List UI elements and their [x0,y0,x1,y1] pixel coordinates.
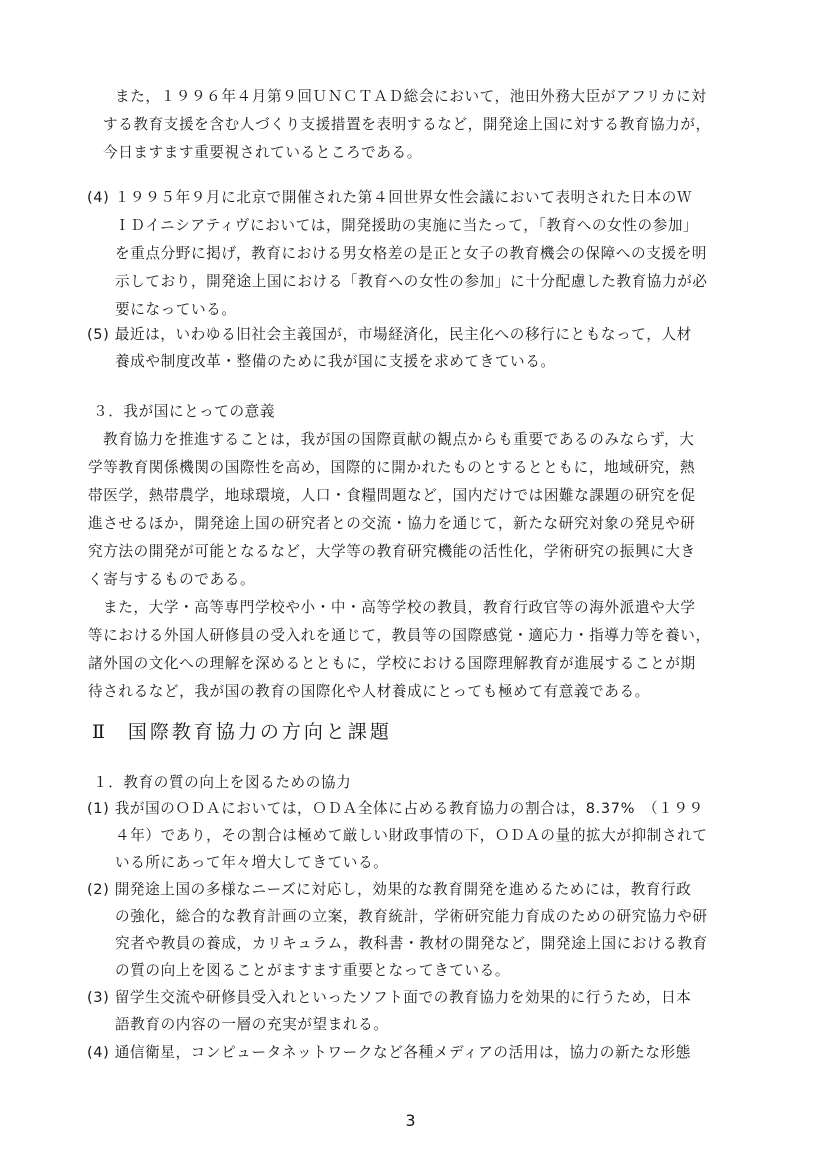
section3-line-4: 進させるほか，開発途上国の研究者との交流・協力を通じて，新たな研究対象の発見や研 [88,515,696,532]
item4-line-3: を重点分野に掲げ，教育における男女格差の是正と女子の教育機会の保障への支援を明 [115,245,707,262]
item4-line-2: ＩＤイニシアティヴにおいては，開発援助の実施に当たって，「教育への女性の参加」 [115,217,699,234]
item4-line-4: 示しており，開発途上国における「教育への女性の参加」に十分配慮した教育協力が必 [115,273,708,290]
section1-item2-line-3: 究者や教員の養成，カリキュラム，教科書・教材の開発など，開発途上国における教育 [115,935,708,952]
chapter2-heading [92,720,392,744]
section3-line-7: また，大学・高等専門学校や小・中・高等学校の教員，教育行政官等の海外派遣や大学 [103,599,696,616]
section1-item2-line-2: の強化，総合的な教育計画の立案，教育統計，学術研究能力育成のための研究協力や研 [115,908,708,925]
section1-item4-line-1: (4) 通信衛星，コンピュータネットワークなど各種メディアの活用は，協力の新たな形態 [87,1044,691,1061]
item4-line-1: (4) １９９５年９月に北京で開催された第４回世界女性会議において表明された日本のＷ [87,189,693,206]
intro-line-2: する教育支援を含む人づくり支援措置を表明するなど，開発途上国に対する教育協力が， [103,116,711,133]
section1-item2-line-1: (2) 開発途上国の多様なニーズに対応し，効果的な教育開発を進めるためには，教育行政 [87,881,692,898]
section3-line-8: 等における外国人研修員の受入れを通じて，教員等の国際感覚・適応力・指導力等を養い， [88,627,711,644]
intro-line-1: また，１９９６年４月第９回ＵＮＣＴＡＤ総会において，池田外務大臣がアフリカに対 [115,88,707,105]
page-number: 3 [405,1111,416,1130]
item4-line-5: 要になっている。 [115,301,237,318]
intro-line-3: 今日ますます重要視されているところである。 [103,144,422,161]
section3-line-6: く寄与するものである。 [88,571,256,588]
chapter2-number: Ⅱ [92,721,108,743]
section3-line-5: 究方法の開発が可能となるなど，大学等の教育研究機能の活性化，学術研究の振興に大き [88,543,696,560]
section1-item2-line-4: の質の向上を図ることがますます重要となってきている。 [115,962,511,979]
section1-item3-line-1: (3) 留学生交流や研修員受入れといったソフト面での教育協力を効果的に行うため，日本 [87,989,692,1006]
section3-title: ３．我が国にとっての意義 [93,403,276,420]
chapter2-title: 国際教育協力の方向と課題 [127,721,392,743]
section1-item1-line-2: ４年）であり，その割合は極めて厳しい財政事情の下，ＯＤＡの量的拡大が抑制されて [115,827,708,844]
section1-title: １．教育の質の向上を図るための協力 [93,774,352,791]
section1-item1-line-3: いる所にあって年々増大してきている。 [115,854,389,871]
section3-line-1: 教育協力を推進することは，我が国の国際貢献の観点からも重要であるのみならず，大 [103,431,695,448]
section1-item1-line-1: (1) 我が国のＯＤＡにおいては，ＯＤＡ全体に占める教育協力の割合は，8.37% （１９９ [87,800,704,817]
section3-line-9: 諸外国の文化への理解を深めるとともに，学校における国際理解教育が進展することが期 [88,655,696,672]
section1-item3-line-2: 語教育の内容の一層の充実が望まれる。 [115,1016,389,1033]
item5-line-1: (5) 最近は，いわゆる旧社会主義国が，市場経済化，民主化への移行にともなって，人材 [87,326,692,343]
section3-line-2: 学等教育関係機関の国際性を高め，国際的に開かれたものとするとともに，地域研究，熱 [88,459,696,476]
section3-line-3: 帯医学，熱帯農学，地球環境，人口・食糧問題など，国内だけでは困難な課題の研究を促 [88,487,696,504]
item5-line-2: 養成や制度改革・整備のために我が国に支援を求めてきている。 [115,353,556,370]
section3-line-10: 待されるなど，我が国の教育の国際化や人材養成にとっても極めて有意義である。 [88,683,650,700]
